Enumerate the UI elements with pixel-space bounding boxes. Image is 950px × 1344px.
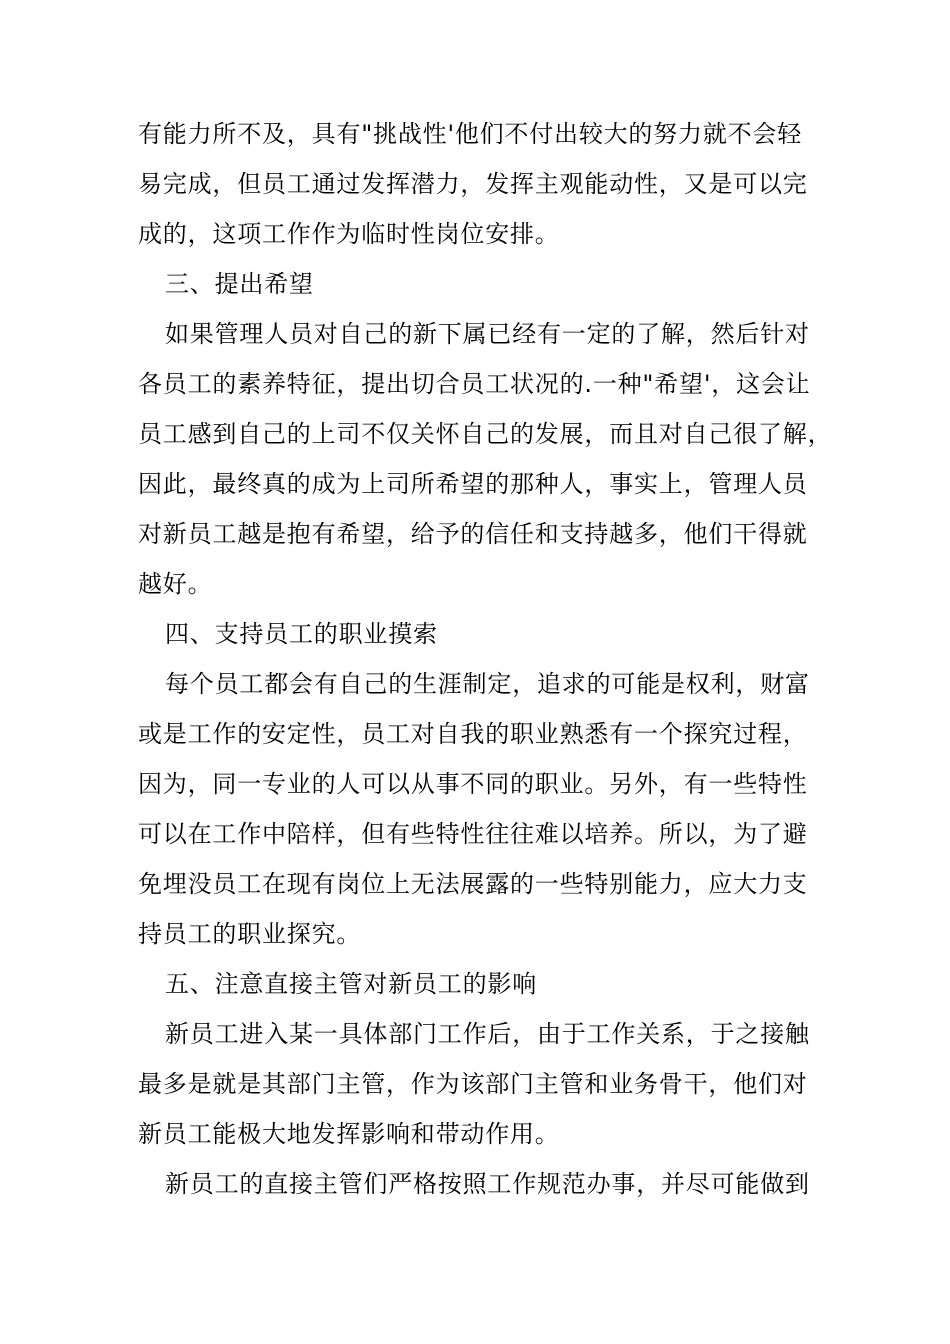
text-line: 最多是就是其部门主管，作为该部门主管和业务骨干，他们对 (138, 1070, 808, 1098)
section-heading: 三、提出希望 (165, 270, 314, 298)
text-line: 新员工能极大地发挥影响和带动作用。 (138, 1120, 560, 1148)
text-line: 易完成，但员工通过发挥潜力，发挥主观能动性，又是可以完 (138, 170, 808, 198)
text-line: 新员工的直接主管们严格按照工作规范办事，并尽可能做到 (165, 1170, 810, 1198)
text-line: 或是工作的安定性，员工对自我的职业熟悉有一个探究过程， (138, 720, 808, 748)
text-line: 越好。 (138, 570, 213, 598)
text-line: 如果管理人员对自己的新下属已经有一定的了解，然后针对 (165, 320, 810, 348)
text-line: 每个员工都会有自己的生涯制定，追求的可能是权利，财富 (165, 670, 810, 698)
text-line: 可以在工作中陪样，但有些特性往往难以培养。所以，为了避 (138, 820, 808, 848)
text-line: 因为，同一专业的人可以从事不同的职业。另外，有一些特性 (138, 770, 808, 798)
text-line: 新员工进入某一具体部门工作后，由于工作关系，于之接触 (165, 1020, 810, 1048)
section-heading: 四、支持员工的职业摸索 (165, 620, 438, 648)
text-line: 免埋没员工在现有岗位上无法展露的一些特别能力，应大力支 (138, 870, 808, 898)
text-line: 有能力所不及，具有"挑战性'他们不付出较大的努力就不会轻 (138, 120, 803, 148)
section-heading: 五、注意直接主管对新员工的影响 (165, 970, 537, 998)
text-line: 员工感到自己的上司不仅关怀自己的发展，而且对自己很了解， (138, 420, 833, 448)
text-line: 因此，最终真的成为上司所希望的那种人，事实上，管理人员 (138, 470, 808, 498)
text-line: 各员工的素养特征，提出切合员工状况的.一种"希望'，这会让 (138, 370, 811, 398)
text-line: 对新员工越是抱有希望，给予的信任和支持越多，他们干得就 (138, 520, 808, 548)
text-line: 成的，这项工作作为临时性岗位安排。 (138, 220, 560, 248)
text-line: 持员工的职业探究。 (138, 920, 362, 948)
